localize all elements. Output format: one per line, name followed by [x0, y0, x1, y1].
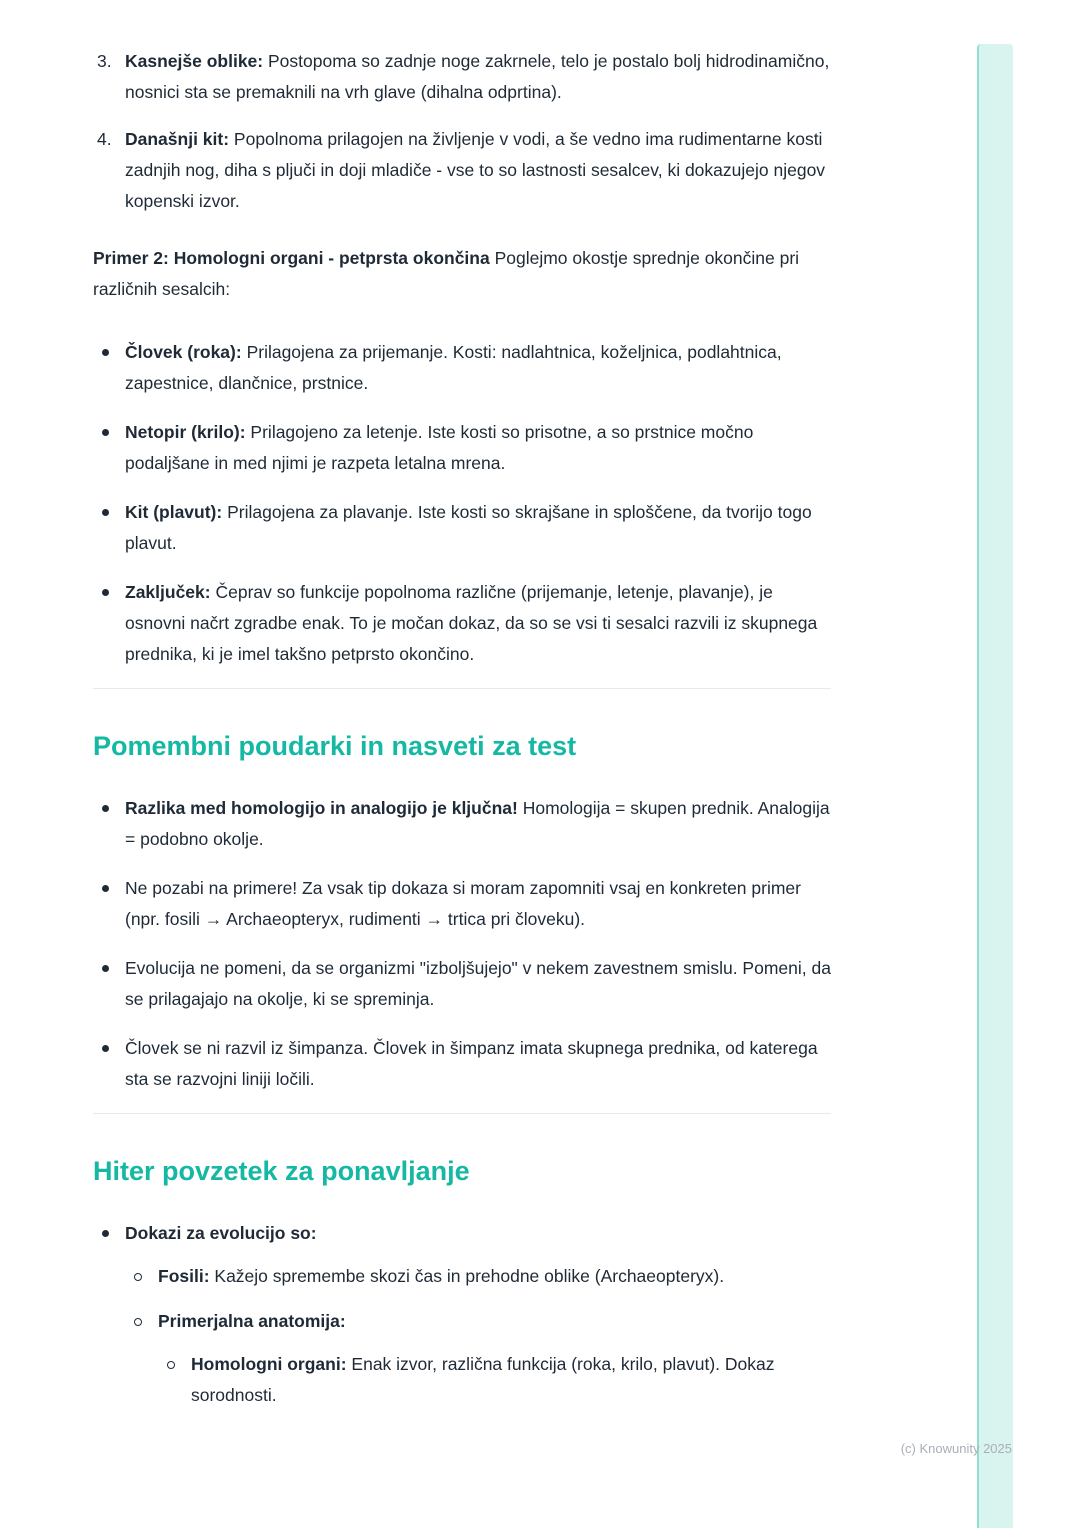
item-lead: Dokazi za evolucijo so:	[125, 1223, 317, 1243]
bullet-icon	[102, 1045, 109, 1052]
example-bullet-list	[93, 337, 831, 670]
list-item	[93, 337, 831, 399]
item-text: Prilagojena za prijemanje. Kosti: nadlahtnica, koželjnica, podlahtnica, zapestnice, dlančnice, prstnice.	[125, 342, 782, 393]
section-divider	[93, 1113, 831, 1114]
page-edge-strip	[977, 44, 1013, 1528]
list-item	[93, 417, 831, 479]
item-text: Kažejo spremembe skozi čas in prehodne oblike (Archaeopteryx).	[209, 1266, 725, 1286]
bullet-icon	[102, 885, 109, 892]
list-item	[93, 953, 831, 1015]
hollow-bullet-icon	[134, 1273, 142, 1281]
document-content	[93, 46, 831, 1429]
list-item	[93, 1033, 831, 1095]
list-item	[125, 1306, 831, 1411]
bullet-icon	[102, 349, 109, 356]
list-item	[93, 1218, 831, 1411]
example-paragraph	[93, 243, 831, 305]
item-lead: Človek (roka):	[125, 342, 242, 362]
section-divider	[93, 688, 831, 689]
bullet-icon	[102, 805, 109, 812]
bullet-icon	[102, 509, 109, 516]
item-text: Prilagojeno za letenje. Iste kosti so prisotne, a so prstnice močno podaljšane in med njimi je razpeta letalna mrena.	[125, 422, 754, 473]
copyright-note: (c) Knowunity 2025	[900, 1441, 1012, 1456]
paragraph-text: Poglejmo okostje sprednje okončine pri različnih sesalcih:	[93, 248, 800, 299]
item-text: Postopoma so zadnje noge zakrnele, telo je postalo bolj hidrodinamično, nosnici sta se premaknili na vrh glave (dihalna odprtina).	[125, 51, 830, 102]
paragraph-lead: Primer 2: Homologni organi - petprsta okončina	[93, 248, 490, 268]
item-text: Ne pozabi na primere! Za vsak tip dokaza si moram zapomniti vsaj en konkreten primer (npr. fosili → Archaeopteryx, rudimenti → trtica pri človeku).	[125, 878, 801, 929]
item-lead: Primerjalna anatomija:	[158, 1311, 346, 1331]
bullet-icon	[102, 429, 109, 436]
summary-subsublist	[158, 1349, 831, 1411]
numbered-item-3	[93, 46, 831, 108]
list-item	[125, 1261, 831, 1292]
item-text: Enak izvor, različna funkcija (roka, krilo, plavut). Dokaz sorodnosti.	[191, 1354, 775, 1405]
highlights-bullet-list	[93, 793, 831, 1095]
item-lead: Netopir (krilo):	[125, 422, 246, 442]
hollow-bullet-icon	[134, 1318, 142, 1326]
list-item	[93, 873, 831, 935]
section-heading-highlights: Pomembni poudarki in nasveti za test	[93, 731, 577, 761]
numbered-list	[93, 46, 831, 217]
summary-sublist	[125, 1261, 831, 1411]
item-lead: Kasnejše oblike:	[125, 51, 264, 71]
item-text: Čeprav so funkcije popolnoma različne (prijemanje, letenje, plavanje), je osnovni načrt zgradbe enak. To je močan dokaz, da so se vsi ti sesalci razvili iz skupnega prednika, ki je imel takšno petprsto okončino.	[125, 582, 818, 664]
bullet-icon	[102, 1230, 109, 1237]
list-item	[93, 793, 831, 855]
item-lead: Zaključek:	[125, 582, 211, 602]
section-heading-summary: Hiter povzetek za ponavljanje	[93, 1156, 470, 1186]
item-lead: Fosili:	[158, 1266, 210, 1286]
bullet-icon	[102, 965, 109, 972]
list-item	[158, 1349, 831, 1411]
numbered-item-4	[93, 124, 831, 217]
item-text: Človek se ni razvil iz šimpanza. Človek in šimpanz imata skupnega prednika, od katerega sta se razvojni liniji ločili.	[125, 1038, 818, 1089]
item-number: 4.	[97, 129, 112, 149]
item-text: Evolucija ne pomeni, da se organizmi "izboljšujejo" v nekem zavestnem smislu. Pomeni, da se prilagajajo na okolje, ki se spreminja.	[125, 958, 831, 1009]
item-number: 3.	[97, 51, 112, 71]
item-lead: Današnji kit:	[125, 129, 230, 149]
item-text: Prilagojena za plavanje. Iste kosti so skrajšane in sploščene, da tvorijo togo plavut.	[125, 502, 812, 553]
item-text: Homologija = skupen prednik. Analogija = podobno okolje.	[125, 798, 830, 849]
hollow-bullet-icon	[167, 1361, 175, 1369]
summary-bullet-list	[93, 1218, 831, 1411]
item-lead: Homologni organi:	[191, 1354, 347, 1374]
bullet-icon	[102, 589, 109, 596]
item-lead: Razlika med homologijo in analogijo je ključna!	[125, 798, 518, 818]
item-text: Popolnoma prilagojen na življenje v vodi, a še vedno ima rudimentarne kosti zadnjih nog, diha s pljuči in doji mladiče - vse to so lastnosti sesalcev, ki dokazujejo njegov kopenski izvor.	[125, 129, 826, 211]
item-lead: Kit (plavut):	[125, 502, 223, 522]
list-item	[93, 577, 831, 670]
list-item	[93, 497, 831, 559]
